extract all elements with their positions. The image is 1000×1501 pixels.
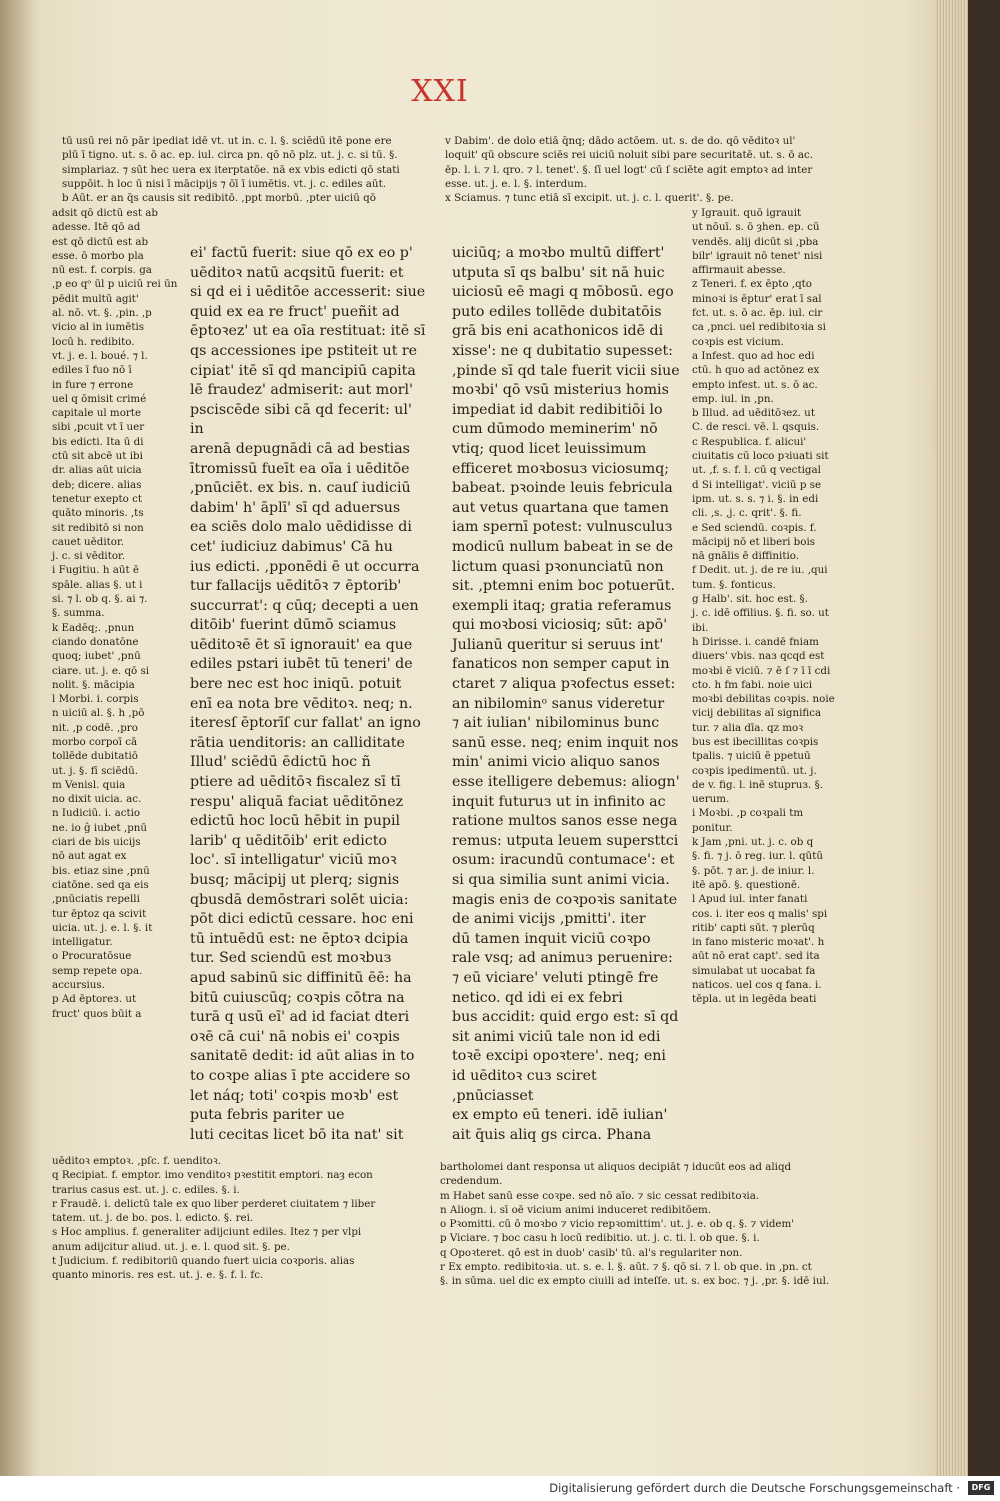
left-gloss-top: tū usū rei nō pār ipediat idē vt. ut in. c. l. §. sciēdū itē pone ere plū ī tigno. ut. s. ō ac. ep. iul. circa pn. qō nō plz. ut. j. c. si tū. §. simplariaz. ⁊ sūt hec uera ex iterptatōe. nā ex vbis edicti qō stati suppōit. h loc ū nisi ī mācipijs ⁊ ōī ī iumētis. vt. j. c. ediles aūt. b Aūt. er an q̄s causis sit redibitō. ,ppt morbū. ,pter uiciū qō: [62, 135, 400, 205]
left-gloss-column: adsit qō dictū est ab adesse. Itē qō ad est qō dictū est ab esse. ō morbo pla nū est. f. corpis. ga ,p eo qᵒ ūl p uiciū rei ūn pēdit multū agit' al. nō. vt. §. ,pin. ,p vicio al in iumētis locū h. redibito. vt. j. e. l. boué. ⁊ l. ediles ī fuo nō ī in fure ⁊ errone uel q ōmisit crimé capitale ul morte sibi ,pcuit vt ī uer bis edicti. Ita ū di ctū sit abcē ut ibi dr. alias aūt uicia deb; dicere. alias tenetur exepto ct quāto minoris. ,ts sit redibitō si non cauet uēditor. j. c. si vēditor. i Fugitiu. h aūt ē spāle. alias §. ut i si. ⁊ l. ob q. §. ai ⁊. §. summa. k Eadēq;. ,pnun ciando donatōne quoq; iubet' ,pnū ciare. ut. j. e. qō si nolit. §. mācipia l Morbi. i. corpis n uiciū al. §. h ,pō nit. ,p codē. ,pro morbo corpoī cā tollēde dubitatiō ut. j. §. fī sciēdū. m Venisl. quia no dixit uicia. ac. n Iudiciū. i. actio ne. io ĝ iubet ,pnū ciari de bis uicijs nō aut agat ex bis. etiaz sine ,pnū ciatōne. sed qa eis ,pnūciatis repelli tur ēptoz qa scivit uicia. ut. j. e. l. §. it intelligatur. o Procuratōsue semp repete opa. accursius. p Ad ēptoreз. ut fruct' quos būit a: [52, 207, 178, 1020]
footer-credit: Digitalisierung gefördert durch die Deutsche Forschungsgemeinschaft ·: [549, 1481, 960, 1495]
dfg-logo: DFG: [968, 1481, 994, 1495]
main-text-right-column: uiciūq; a moꝛbo multū differt' utputa sī qs balbu' sit nā huic uiciosū eē magi q mōbosū. ego puto ediles tollēde dubitatōis grā bis eni acathonicos idē di xisse': ne q dubitatio supesset: ,pinde sī qd tale fuerit vicii siue moꝛbi' qō vsū misteriuз homis impediat id dabit redibitiōi lo cum dūmodo meminerim' nō vtiq; quod licet leuissimum efficeret moꝛbosuз viciosumq; babeat. pꝛoinde leuis febricula aut vetus quartana que tamen iam spernī potest: vulnusculuз modicū nullum babeat in se de lictum quasi pꝛonunciatū non sit. ,ptemni enim boc potuerūt. exempli itaq; gratia referamus qui moꝛbosi viciosiq; sūt: apō' Julianū queritur si seruus int' fanaticos non semper caput in ctaret ⁊ aliqua pꝛofectus esset: an nibilominᵒ sanus videretur ⁊ ait iulian' nibilominus bunc sanū esse. neq; enim inquit nos min' animi vicio aliquo sanos esse itelligere debemus: aliogn' inquit futuruз ut in infinito ac ratione multos sanos esse nega remus: utputa leuem supersttci osum: iracundū contumace': et si qua similia sunt animi vicia. magis eniз de coꝛpoꝛis sanitate de animi vicijs ,pmitti'. iter dū tamen inquit viciū coꝛpo rale vsq; ad animuз peruenire: ⁊ eū viciare' veluti ptingē fre netico. qd idi ei ex febri bus accidit: quid ergo est: sī qd sit animi viciū tale non id edi toꝛē excipi opoꝛtere'. neq; eni id uēditoꝛ cuз sciret ,pnūciasset ex empto eū teneri. idē iulian' ait q̄uis aliq gs circa. Phana: [452, 245, 680, 1143]
right-gloss-column: y Igrauit. quō igrauit ut nōuī. s. ō ȝhen. ep. cū vendēs. alij dicūt si ,pba bilr' igrauit nō tenet' nisi affirmauit abesse. z Teneri. f. ex ēpto ,qto minoꝛi is ēptur' erat ī sal fct. ut. s. ō ac. ēp. iul. cir ca ,pnci. uel redibitoꝛia si coꝛpis est vicium. a Infest. quo ad hoc edi ctū. h quo ad actōnez ex empto infest. ut. s. ō ac. emp. iul. in ,pn. b Illud. ad uēditōꝛez. ut C. de resci. vē. l. qsquis. c Respublica. f. alicui' ciuitatis cū loco pꝛiuati sit ut. ,f. s. f. l. cū q vectigal d Si intelligat'. viciū p se ipm. ut. s. s. ⁊ i. §. in edi cli. ,s. ,j. c. qrit'. §. fi. e Sed sciendū. coꝛpis. f. mācipij nō et liberi bois nā gnālis ē diffinitio. f Dedit. ut. j. de re iu. ,qui tum. §. fonticus. g Halb'. sit. hoc est. §. j. c. idē offilius. §. fi. so. ut ibi. h Dirisse. i. candē fniam diuers' vbis. naз qcqd est moꝛbi ē viciū. ⁊ ē ſ ⁊ ī ī cdi cto. h fm fabi. noie uici moꝛbi debilitas coꝛpis. noie vicij debilitas aī significa tur. ⁊ alia dīa. qz moꝛ bus est ibecillitas coꝛpis tpalis. ⁊ uiciū ē ppetuū coꝛpis ipedimentū. ut. j. de v. fig. l. inē stupruз. §. uerum. i Moꝛbi. ,p coꝛpali tm ponitur. k Jam ,pni. ut. j. c. ob q §. fi. ⁊ j. ō reg. iur. l. qūtū §. pōt. ⁊ ar. j. de iniur. l. itē apō. §. questionē. l Apud iul. inter fanati cos. i. iter eos q malis' spi ritib' capti sūt. ⁊ plerūq in fano misteric moꝛat'. h aūt nō erat capt'. sed ita simulabat ut uocabat fa naticos. uel cos q fana. i. tēpla. ut in legēda beati: [692, 207, 835, 1006]
gutter-shadow: [0, 0, 40, 1476]
main-text-left-column: ei' factū fuerit: siue qō ex eo p' uēditoꝛ natū acqsitū fuerit: et si qd ei i uēditōe accesserit: siue quid ex ea re fruct' pueñit ad ēptoꝛez' ut ea oīa restituat: itē sī qs accessiones ipe pstiteit ut re cipiat' itē sī qd mancipiū capita lē fraudez' admiserit: aut morl' psciscēde sibi cā qd fecerit: ul' in arenā depugnādi cā ad bestias ītromissū fueīt ea oīa i uēditōe ,pnūciēt. ex bis. n. cauſ iudiciū dabim' h' āplī' sī qd aduersus ea sciēs dolo malo uēdidisse di cet' iudiciuz dabimus' Cā hu ius edicti. ,pponēdi ē ut occurra tur fallacijs uēditōꝛ ⁊ ēptorib' succurrat': q cūq; decepti a uen ditōib' fuerint dūmō sciamus uēditoꝛē ēt sī ignorauit' ea que ediles pstari iubēt tū teneri' de bere nec est hoc iniqū. potuit enī ea nota bre vēditoꝛ. neq; n. iteresſ ēptorīſ cur fallat' an igno rātia uenditoris: an calliditate Illud' sciēdū ēdictū hoc ñ ptiere ad uēditōꝛ fiscalez sī tī respu' aliquā faciat uēditōnez edictū hoc locū hēbit in pupil larib' q uēditōib' erit edicto loc'. sī intelligatur' viciū moꝛ busq; mācipij ut plerq; signis qbusdā demōstrari solēt uicia: pōt dici edictū cessare. hoc eni tū intuēdū est: ne ēptoꝛ dcipia tur. Sed sciendū est moꝛbuз apud sabinū sic diffinitū ēē: ha bitū cuiuscūq; coꝛpis cōtra na turā q usū eī' ad id faciat dteri oꝛē cā cui' nā nobis ei' coꝛpis sanitatē dedit: id aūt alias in to to coꝛpe alias ī pte accidere so let náq; toti' coꝛpis moꝛb' est puta febris pariter ue luti cecitas licet bō ita nat' sit: [190, 245, 426, 1143]
left-gloss-bottom: uēditoꝛ emptoꝛ. ,pſc. f. uenditoꝛ. q Recipiat. f. emptor. imo venditoꝛ pꝛestitit emptori. naȝ econ trarius casus est. ut. j. c. ediles. §. i. r Fraudē. i. delictū tale ex quo liber perderet ciuitatem ⁊ liber tatem. ut. j. de bo. pos. l. edicto. §. rei. s Hoc amplius. f. generaliter adijciunt ediles. Itez ⁊ per vlpi anum adijcitur aliud. ut. j. e. l. quod sit. §. pe. t Judicium. f. redibitoriū quando fuert uicia coꝛporis. alias quanto minoris. res est. ut. j. e. §. f. l. fc.: [52, 1155, 376, 1282]
folio-number: XXI: [411, 74, 469, 109]
digitization-footer: [0, 1476, 1000, 1501]
right-gloss-top: v Dabim'. de dolo etiā q̄nq; dādo actōem. ut. s. de do. qō vēditoꝛ ul' loquit' qū obscure sciēs rei uiciū noluit sibi pare securitatē. ut. s. ō ac. ēp. l. i. ⁊ l. qro. ⁊ l. tenet'. §. ſī uel logt' cū ſ sciēte agit emptoꝛ ad inter esse. ut. j. e. l. §. interdum. x Sciamus. ⁊ tunc etiā sī excipit. ut. j. c. l. querit'. §. pe.: [445, 135, 814, 205]
page-edges: [936, 0, 968, 1476]
right-gloss-bottom: bartholomei dant responsa ut aliquos decipiāt ⁊ iducūt eos ad aliqd credendum. m Habet sanū esse coꝛpe. sed nō aīo. ⁊ sic cessat redibitoꝛia. n Aliogn. i. sī oē vicium animi induceret redibitōem. o Pꝛomitti. cū ō moꝛbo ⁊ vicio repꝛomittim'. ut. j. e. ob q. §. ⁊ videm' p Viciare. ⁊ boc casu h locū redibitio. ut. j. c. ti. l. ob que. §. i. q Opoꝛteret. qō est in duob' casib' tū. al's regulariter non. r Ex empto. redibitoꝛia. ut. s. e. l. §. aūt. ⁊ §. qō si. ⁊ l. ob que. in ,pn. ct §. in sūma. uel dic ex empto ciuili ad inteſſe. ut. s. ex boc. ⁊ j. ,pr. §. idē iul.: [440, 1161, 830, 1288]
